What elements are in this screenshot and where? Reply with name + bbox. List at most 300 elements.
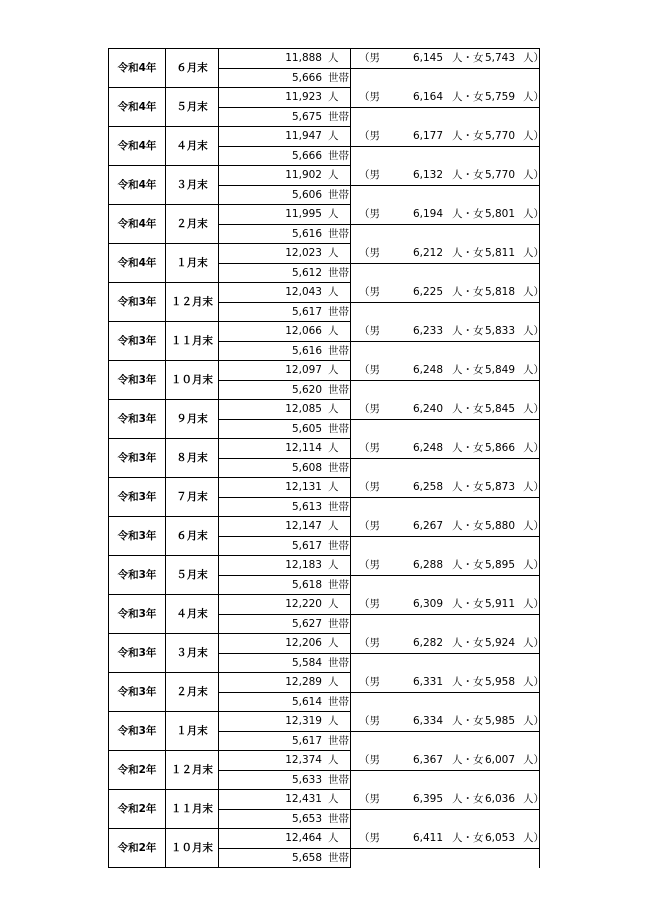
era-year-cell: 令和3年 xyxy=(108,283,165,322)
close-label: 人） xyxy=(523,598,544,610)
person-unit-label: 人 xyxy=(328,91,339,103)
households-cell xyxy=(218,108,350,127)
population-cell xyxy=(218,322,350,342)
table-row xyxy=(108,439,544,478)
sex-breakdown-cell xyxy=(350,283,544,303)
month-cell: ２月末 xyxy=(165,673,218,712)
empty-cell xyxy=(350,537,540,556)
female-value: 5,845 xyxy=(484,403,515,415)
male-open-label: （男 xyxy=(359,208,380,220)
empty-cell xyxy=(350,342,540,361)
households-value: 5,617 xyxy=(291,540,322,552)
female-value: 6,036 xyxy=(484,793,515,805)
population-cell xyxy=(218,127,350,147)
month-cell: １０月末 xyxy=(165,829,218,868)
male-open-label: （男 xyxy=(359,91,380,103)
empty-cell xyxy=(350,381,540,400)
sex-breakdown-cell xyxy=(350,595,544,615)
female-value: 5,911 xyxy=(484,598,515,610)
month-cell: １２月末 xyxy=(165,751,218,790)
male-open-label: （男 xyxy=(359,169,380,181)
female-separator-label: 人・女 xyxy=(452,247,484,259)
era-year-cell: 令和3年 xyxy=(108,517,165,556)
close-label: 人） xyxy=(523,364,544,376)
household-unit-label: 世帯 xyxy=(328,111,349,123)
male-value: 6,334 xyxy=(412,715,443,727)
empty-cell xyxy=(350,147,540,166)
male-value: 6,288 xyxy=(412,559,443,571)
female-separator-label: 人・女 xyxy=(452,598,484,610)
population-cell xyxy=(218,712,350,732)
empty-cell xyxy=(350,459,540,478)
households-cell xyxy=(218,381,350,400)
households-cell xyxy=(218,849,350,868)
male-value: 6,282 xyxy=(412,637,443,649)
era-year-cell: 令和3年 xyxy=(108,712,165,751)
male-open-label: （男 xyxy=(359,247,380,259)
households-cell xyxy=(218,342,350,361)
population-value: 12,085 xyxy=(285,403,322,415)
sex-breakdown-cell xyxy=(350,673,544,693)
empty-cell xyxy=(350,303,540,322)
sex-breakdown-cell xyxy=(350,361,544,381)
male-value: 6,248 xyxy=(412,364,443,376)
sex-breakdown-cell xyxy=(350,712,544,732)
households-cell xyxy=(218,654,350,673)
month-cell: １０月末 xyxy=(165,361,218,400)
month-cell: ４月末 xyxy=(165,127,218,166)
male-value: 6,240 xyxy=(412,403,443,415)
empty-cell xyxy=(350,732,540,751)
person-unit-label: 人 xyxy=(328,637,339,649)
sex-breakdown-cell xyxy=(350,478,544,498)
population-value: 12,374 xyxy=(285,754,322,766)
households-cell xyxy=(218,732,350,751)
female-value: 5,958 xyxy=(484,676,515,688)
population-cell xyxy=(218,283,350,303)
person-unit-label: 人 xyxy=(328,325,339,337)
close-label: 人） xyxy=(523,793,544,805)
male-open-label: （男 xyxy=(359,481,380,493)
sex-breakdown-cell xyxy=(350,634,544,654)
era-year-cell: 令和2年 xyxy=(108,751,165,790)
households-value: 5,620 xyxy=(291,384,322,396)
population-cell xyxy=(218,829,350,849)
table-row xyxy=(108,712,544,751)
close-label: 人） xyxy=(523,286,544,298)
sex-breakdown-cell xyxy=(350,790,544,810)
male-open-label: （男 xyxy=(359,559,380,571)
table-row xyxy=(108,829,544,868)
empty-cell xyxy=(350,693,540,712)
era-year-cell: 令和3年 xyxy=(108,322,165,361)
month-cell: １１月末 xyxy=(165,790,218,829)
households-cell xyxy=(218,459,350,478)
population-value: 11,888 xyxy=(285,52,322,64)
population-cell xyxy=(218,400,350,420)
female-separator-label: 人・女 xyxy=(452,169,484,181)
table-row xyxy=(108,517,544,556)
table-row xyxy=(108,673,544,712)
male-value: 6,233 xyxy=(412,325,443,337)
empty-cell xyxy=(350,108,540,127)
era-year-cell: 令和3年 xyxy=(108,478,165,517)
households-cell xyxy=(218,537,350,556)
female-separator-label: 人・女 xyxy=(452,52,484,64)
female-separator-label: 人・女 xyxy=(452,481,484,493)
era-year-cell: 令和4年 xyxy=(108,205,165,244)
close-label: 人） xyxy=(523,91,544,103)
close-label: 人） xyxy=(523,559,544,571)
era-year-cell: 令和3年 xyxy=(108,400,165,439)
female-separator-label: 人・女 xyxy=(452,676,484,688)
population-cell xyxy=(218,166,350,186)
male-open-label: （男 xyxy=(359,325,380,337)
female-separator-label: 人・女 xyxy=(452,91,484,103)
month-cell: ６月末 xyxy=(165,49,218,88)
female-value: 5,811 xyxy=(484,247,515,259)
month-cell: ５月末 xyxy=(165,88,218,127)
empty-cell xyxy=(350,69,540,88)
households-value: 5,658 xyxy=(291,852,322,864)
close-label: 人） xyxy=(523,130,544,142)
population-value: 11,902 xyxy=(285,169,322,181)
household-unit-label: 世帯 xyxy=(328,72,349,84)
population-value: 12,220 xyxy=(285,598,322,610)
person-unit-label: 人 xyxy=(328,481,339,493)
month-cell: ５月末 xyxy=(165,556,218,595)
empty-cell xyxy=(350,420,540,439)
table-row xyxy=(108,49,544,88)
female-value: 5,770 xyxy=(484,169,515,181)
household-unit-label: 世帯 xyxy=(328,423,349,435)
population-cell xyxy=(218,556,350,576)
male-open-label: （男 xyxy=(359,832,380,844)
month-cell: １月末 xyxy=(165,712,218,751)
person-unit-label: 人 xyxy=(328,364,339,376)
households-value: 5,616 xyxy=(291,228,322,240)
population-cell xyxy=(218,634,350,654)
empty-cell xyxy=(350,615,540,634)
table-row xyxy=(108,751,544,790)
population-value: 12,464 xyxy=(285,832,322,844)
person-unit-label: 人 xyxy=(328,559,339,571)
population-cell xyxy=(218,49,350,69)
population-value: 11,947 xyxy=(285,130,322,142)
male-value: 6,411 xyxy=(412,832,443,844)
household-unit-label: 世帯 xyxy=(328,267,349,279)
month-cell: ２月末 xyxy=(165,205,218,244)
household-unit-label: 世帯 xyxy=(328,852,349,864)
population-value: 11,923 xyxy=(285,91,322,103)
male-value: 6,225 xyxy=(412,286,443,298)
month-cell: ９月末 xyxy=(165,400,218,439)
person-unit-label: 人 xyxy=(328,520,339,532)
household-unit-label: 世帯 xyxy=(328,150,349,162)
close-label: 人） xyxy=(523,754,544,766)
male-value: 6,145 xyxy=(412,52,443,64)
household-unit-label: 世帯 xyxy=(328,813,349,825)
close-label: 人） xyxy=(523,832,544,844)
era-year-cell: 令和3年 xyxy=(108,634,165,673)
household-unit-label: 世帯 xyxy=(328,579,349,591)
empty-cell xyxy=(350,810,540,829)
sex-breakdown-cell xyxy=(350,322,544,342)
households-cell xyxy=(218,147,350,166)
male-value: 6,367 xyxy=(412,754,443,766)
era-year-cell: 令和4年 xyxy=(108,49,165,88)
close-label: 人） xyxy=(523,325,544,337)
table-row xyxy=(108,595,544,634)
male-open-label: （男 xyxy=(359,286,380,298)
households-value: 5,675 xyxy=(291,111,322,123)
table-row xyxy=(108,283,544,322)
close-label: 人） xyxy=(523,169,544,181)
household-unit-label: 世帯 xyxy=(328,384,349,396)
households-value: 5,633 xyxy=(291,774,322,786)
male-value: 6,258 xyxy=(412,481,443,493)
female-separator-label: 人・女 xyxy=(452,793,484,805)
households-value: 5,606 xyxy=(291,189,322,201)
household-unit-label: 世帯 xyxy=(328,306,349,318)
female-value: 5,818 xyxy=(484,286,515,298)
female-value: 5,770 xyxy=(484,130,515,142)
male-open-label: （男 xyxy=(359,520,380,532)
household-unit-label: 世帯 xyxy=(328,462,349,474)
person-unit-label: 人 xyxy=(328,52,339,64)
era-year-cell: 令和4年 xyxy=(108,88,165,127)
male-open-label: （男 xyxy=(359,715,380,727)
households-cell xyxy=(218,810,350,829)
female-value: 5,833 xyxy=(484,325,515,337)
population-cell xyxy=(218,439,350,459)
empty-cell xyxy=(350,186,540,205)
household-unit-label: 世帯 xyxy=(328,696,349,708)
sex-breakdown-cell xyxy=(350,166,544,186)
population-value: 12,131 xyxy=(285,481,322,493)
households-cell xyxy=(218,186,350,205)
person-unit-label: 人 xyxy=(328,676,339,688)
table-row xyxy=(108,478,544,517)
female-separator-label: 人・女 xyxy=(452,442,484,454)
sex-breakdown-cell xyxy=(350,205,544,225)
person-unit-label: 人 xyxy=(328,442,339,454)
empty-cell xyxy=(350,654,540,673)
household-unit-label: 世帯 xyxy=(328,657,349,669)
female-separator-label: 人・女 xyxy=(452,286,484,298)
population-value: 12,431 xyxy=(285,793,322,805)
population-value: 12,114 xyxy=(285,442,322,454)
households-value: 5,608 xyxy=(291,462,322,474)
sex-breakdown-cell xyxy=(350,517,544,537)
era-year-cell: 令和4年 xyxy=(108,166,165,205)
female-separator-label: 人・女 xyxy=(452,325,484,337)
population-cell xyxy=(218,673,350,693)
month-cell: ４月末 xyxy=(165,595,218,634)
female-separator-label: 人・女 xyxy=(452,208,484,220)
era-year-cell: 令和3年 xyxy=(108,595,165,634)
population-table xyxy=(108,49,544,868)
person-unit-label: 人 xyxy=(328,286,339,298)
table-row xyxy=(108,205,544,244)
population-value: 12,147 xyxy=(285,520,322,532)
female-value: 5,873 xyxy=(484,481,515,493)
person-unit-label: 人 xyxy=(328,754,339,766)
male-value: 6,309 xyxy=(412,598,443,610)
female-separator-label: 人・女 xyxy=(452,754,484,766)
sex-breakdown-cell xyxy=(350,400,544,420)
households-value: 5,605 xyxy=(291,423,322,435)
sex-breakdown-cell xyxy=(350,88,544,108)
female-value: 5,895 xyxy=(484,559,515,571)
month-cell: ３月末 xyxy=(165,166,218,205)
female-separator-label: 人・女 xyxy=(452,559,484,571)
month-cell: １１月末 xyxy=(165,322,218,361)
male-open-label: （男 xyxy=(359,637,380,649)
empty-cell xyxy=(350,771,540,790)
female-value: 5,801 xyxy=(484,208,515,220)
sex-breakdown-cell xyxy=(350,439,544,459)
population-value: 12,097 xyxy=(285,364,322,376)
households-cell xyxy=(218,693,350,712)
female-value: 5,849 xyxy=(484,364,515,376)
table-row xyxy=(108,556,544,595)
household-unit-label: 世帯 xyxy=(328,501,349,513)
population-cell xyxy=(218,205,350,225)
female-separator-label: 人・女 xyxy=(452,520,484,532)
month-cell: １月末 xyxy=(165,244,218,283)
female-separator-label: 人・女 xyxy=(452,637,484,649)
male-value: 6,248 xyxy=(412,442,443,454)
female-separator-label: 人・女 xyxy=(452,130,484,142)
sex-breakdown-cell xyxy=(350,244,544,264)
era-year-cell: 令和3年 xyxy=(108,556,165,595)
household-unit-label: 世帯 xyxy=(328,228,349,240)
female-value: 5,985 xyxy=(484,715,515,727)
female-value: 6,007 xyxy=(484,754,515,766)
era-year-cell: 令和3年 xyxy=(108,361,165,400)
male-open-label: （男 xyxy=(359,598,380,610)
male-open-label: （男 xyxy=(359,442,380,454)
households-value: 5,584 xyxy=(291,657,322,669)
table-row xyxy=(108,361,544,400)
population-cell xyxy=(218,88,350,108)
male-value: 6,395 xyxy=(412,793,443,805)
male-value: 6,177 xyxy=(412,130,443,142)
empty-cell xyxy=(350,498,540,517)
households-cell xyxy=(218,420,350,439)
population-cell xyxy=(218,478,350,498)
era-year-cell: 令和2年 xyxy=(108,829,165,868)
households-value: 5,614 xyxy=(291,696,322,708)
person-unit-label: 人 xyxy=(328,247,339,259)
era-year-cell: 令和2年 xyxy=(108,790,165,829)
table-row xyxy=(108,400,544,439)
close-label: 人） xyxy=(523,637,544,649)
sex-breakdown-cell xyxy=(350,127,544,147)
female-value: 6,053 xyxy=(484,832,515,844)
population-cell xyxy=(218,244,350,264)
sex-breakdown-cell xyxy=(350,49,544,69)
table-row xyxy=(108,634,544,673)
female-separator-label: 人・女 xyxy=(452,403,484,415)
empty-cell xyxy=(350,264,540,283)
male-value: 6,132 xyxy=(412,169,443,181)
close-label: 人） xyxy=(523,442,544,454)
male-open-label: （男 xyxy=(359,130,380,142)
table-row xyxy=(108,244,544,283)
table-row xyxy=(108,790,544,829)
female-separator-label: 人・女 xyxy=(452,364,484,376)
male-open-label: （男 xyxy=(359,676,380,688)
male-value: 6,212 xyxy=(412,247,443,259)
close-label: 人） xyxy=(523,403,544,415)
person-unit-label: 人 xyxy=(328,793,339,805)
month-cell: １２月末 xyxy=(165,283,218,322)
households-cell xyxy=(218,615,350,634)
close-label: 人） xyxy=(523,715,544,727)
male-value: 6,164 xyxy=(412,91,443,103)
person-unit-label: 人 xyxy=(328,208,339,220)
households-value: 5,618 xyxy=(291,579,322,591)
month-cell: ３月末 xyxy=(165,634,218,673)
households-cell xyxy=(218,303,350,322)
close-label: 人） xyxy=(523,520,544,532)
household-unit-label: 世帯 xyxy=(328,540,349,552)
population-cell xyxy=(218,790,350,810)
population-value: 12,183 xyxy=(285,559,322,571)
households-value: 5,627 xyxy=(291,618,322,630)
female-value: 5,880 xyxy=(484,520,515,532)
era-year-cell: 令和4年 xyxy=(108,244,165,283)
households-cell xyxy=(218,225,350,244)
person-unit-label: 人 xyxy=(328,403,339,415)
era-year-cell: 令和3年 xyxy=(108,439,165,478)
population-value: 12,319 xyxy=(285,715,322,727)
male-value: 6,331 xyxy=(412,676,443,688)
households-cell xyxy=(218,264,350,283)
person-unit-label: 人 xyxy=(328,169,339,181)
male-open-label: （男 xyxy=(359,364,380,376)
population-value: 12,066 xyxy=(285,325,322,337)
era-year-cell: 令和4年 xyxy=(108,127,165,166)
male-open-label: （男 xyxy=(359,52,380,64)
households-value: 5,617 xyxy=(291,306,322,318)
household-unit-label: 世帯 xyxy=(328,345,349,357)
male-open-label: （男 xyxy=(359,793,380,805)
population-value: 12,023 xyxy=(285,247,322,259)
sex-breakdown-cell xyxy=(350,556,544,576)
household-unit-label: 世帯 xyxy=(328,618,349,630)
households-cell xyxy=(218,69,350,88)
month-cell: ８月末 xyxy=(165,439,218,478)
female-value: 5,924 xyxy=(484,637,515,649)
female-separator-label: 人・女 xyxy=(452,832,484,844)
households-cell xyxy=(218,576,350,595)
population-cell xyxy=(218,595,350,615)
male-open-label: （男 xyxy=(359,403,380,415)
population-value: 12,289 xyxy=(285,676,322,688)
close-label: 人） xyxy=(523,247,544,259)
table-row xyxy=(108,322,544,361)
households-value: 5,612 xyxy=(291,267,322,279)
empty-cell xyxy=(350,576,540,595)
sex-breakdown-cell xyxy=(350,751,544,771)
sex-breakdown-cell xyxy=(350,829,544,849)
female-value: 5,866 xyxy=(484,442,515,454)
household-unit-label: 世帯 xyxy=(328,189,349,201)
person-unit-label: 人 xyxy=(328,832,339,844)
